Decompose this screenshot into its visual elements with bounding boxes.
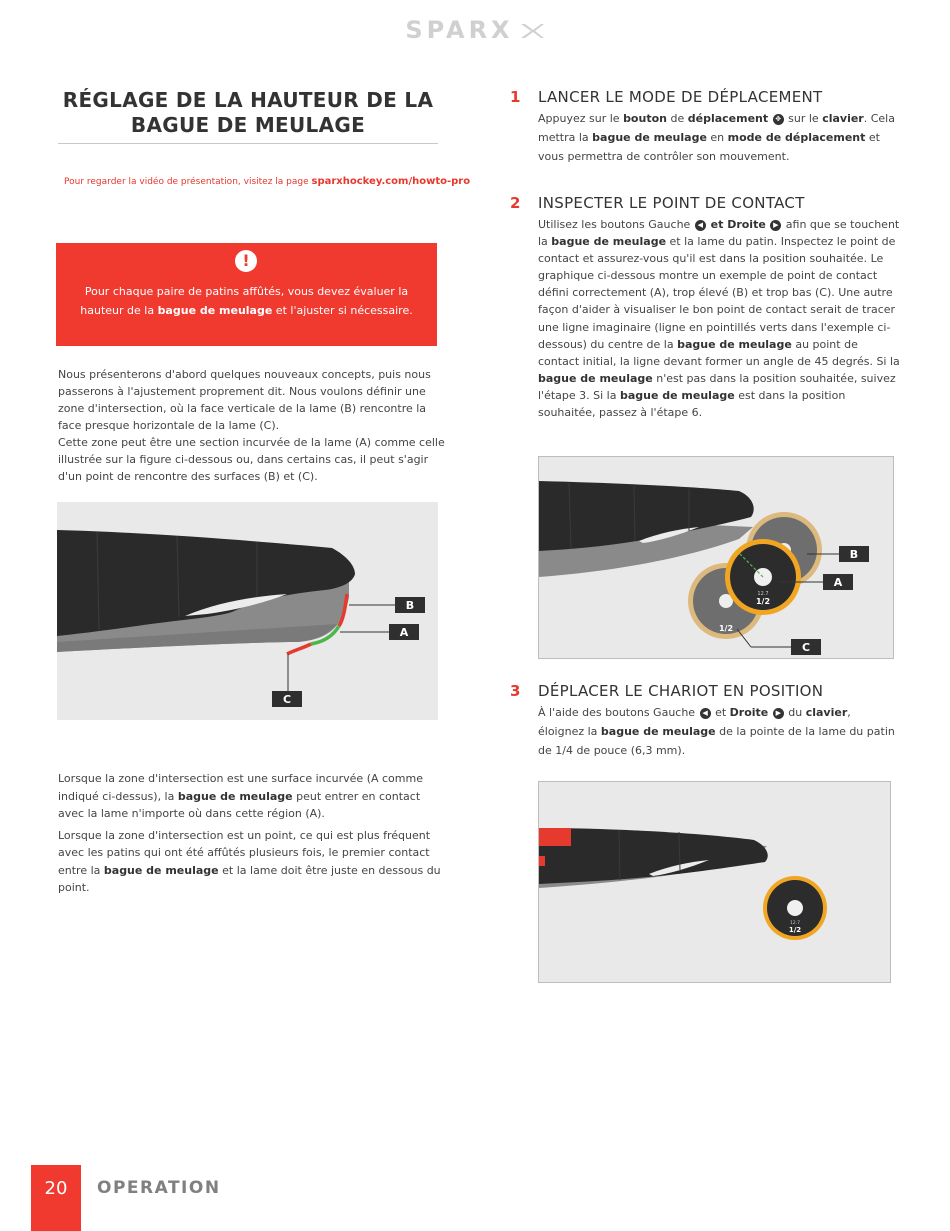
ring-c-size: 1/2 bbox=[718, 624, 734, 633]
move-button-icon: ✥ bbox=[773, 114, 784, 125]
blade-illustration bbox=[57, 502, 438, 720]
label-a: A bbox=[399, 626, 409, 639]
step-3-number: 3 bbox=[510, 682, 521, 700]
ring-sub: 12.7 bbox=[789, 921, 801, 926]
right-button-icon: ▶ bbox=[770, 220, 781, 231]
exclamation-icon: ! bbox=[235, 250, 257, 272]
step-1-number: 1 bbox=[510, 88, 521, 106]
intro-paragraph-1: Nous présenterons d'abord quelques nouveaux concepts, puis nous passerons à l'ajustement proprement dit. Nous voulons définir une zone d'intersection, où la face verticale de la lame (B) rencontre la face presque horizontale de la lame (C). bbox=[58, 368, 431, 432]
step-3-title: DÉPLACER LE CHARIOT EN POSITION bbox=[538, 682, 824, 700]
right-button-icon: ▶ bbox=[773, 708, 784, 719]
intro-paragraph-2: Cette zone peut être une section incurvée de la lame (A) comme celle illustrée sur la figure ci-dessous ou, dans certains cas, il peut s'agir d'un point de rencontre des surfaces (B) et (C). bbox=[58, 436, 445, 483]
brand-logo-text: SPARX bbox=[405, 16, 514, 44]
brand-logo-mark-icon bbox=[519, 22, 545, 40]
section-label: OPERATION bbox=[97, 1178, 221, 1198]
contact-explanation bbox=[58, 770, 443, 897]
left-button-icon: ◀ bbox=[700, 708, 711, 719]
left-button-icon: ◀ bbox=[695, 220, 706, 231]
brand-logo bbox=[0, 16, 950, 44]
step-1-title: LANCER LE MODE DE DÉPLACEMENT bbox=[538, 88, 823, 106]
label-b: B bbox=[849, 548, 859, 561]
step-3-body: À l'aide des boutons Gauche ◀ et Droite ▶ du clavier, éloignez la bague de meulage de la pointe de la lame du patin de 1/4 de pouce (6,3 mm). bbox=[538, 706, 895, 757]
carriage-illustration bbox=[539, 782, 890, 982]
label-a: A bbox=[833, 576, 843, 589]
ring-a-sub: 12.7 bbox=[757, 591, 769, 597]
step-2-body: Utilisez les boutons Gauche ◀ et Droite ▶ afin que se touchent la bague de meulage et la lame du patin. Inspectez le point de contact et assurez-vous qu'il est dans la position souhaitée. Le graphique ci-dessous montre un exemple de point de contact défini correctement (A), trop élevé (B) et trop bas (C). Une autre façon d'aider à visualiser le bon point de contact serait de tracer une ligne imaginaire (ligne en pointillés verts dans l'exemple ci-dessous) du centre de la bague de meulage au point de contact initial, la ligne devant former un angle de 45 degrés. Si la bague de meulage n'est pas dans la position souhaitée, suivez l'étape 3. Si la bague de meulage est dans la position souhaitée, passez à l'étape 6. bbox=[538, 218, 900, 420]
contact-paragraph-2: Lorsque la zone d'intersection est un point, ce qui est plus fréquent avec les patins qui ont été affûtés plusieurs fois, le premier contact entre la bague de meulage et la lame doit être juste en dessous du point. bbox=[58, 828, 441, 894]
step-2-title: INSPECTER LE POINT DE CONTACT bbox=[538, 194, 805, 212]
warning-box bbox=[56, 243, 437, 346]
step-1-body: Appuyez sur le bouton de déplacement ✥ sur le clavier. Cela mettra la bague de meulage en mode de déplacement et vous permettra de contrôler son mouvement. bbox=[538, 112, 895, 163]
ring-a-size: 1/2 bbox=[755, 597, 771, 606]
contact-points-figure bbox=[538, 456, 894, 659]
warning-text: Pour chaque paire de patins affûtés, vous devez évaluer la hauteur de la bague de meulage et l'ajuster si nécessaire. bbox=[80, 285, 413, 317]
carriage-position-figure bbox=[538, 781, 891, 983]
grinding-ring-illustration bbox=[539, 457, 893, 658]
video-link[interactable]: sparxhockey.com/howto-pro bbox=[311, 176, 471, 187]
page-number: 20 bbox=[31, 1165, 81, 1231]
contact-paragraph-1: Lorsque la zone d'intersection est une surface incurvée (A comme indiqué ci-dessus), la bague de meulage peut entrer en contact avec la lame n'importe où dans cette région (A). bbox=[58, 772, 423, 820]
title-divider bbox=[58, 143, 438, 144]
page-title: RÉGLAGE DE LA HAUTEUR DE LA BAGUE DE MEULAGE bbox=[62, 88, 434, 137]
step-2-number: 2 bbox=[510, 194, 521, 212]
label-b: B bbox=[405, 599, 415, 612]
label-c: C bbox=[282, 693, 292, 706]
blade-contact-figure bbox=[57, 502, 438, 720]
intro-paragraph bbox=[58, 366, 448, 485]
ring-size: 1/2 bbox=[788, 926, 802, 934]
video-text: Pour regarder la vidéo de présentation, visitez la page bbox=[64, 176, 309, 187]
video-link-row bbox=[58, 175, 471, 188]
label-c: C bbox=[801, 641, 811, 654]
